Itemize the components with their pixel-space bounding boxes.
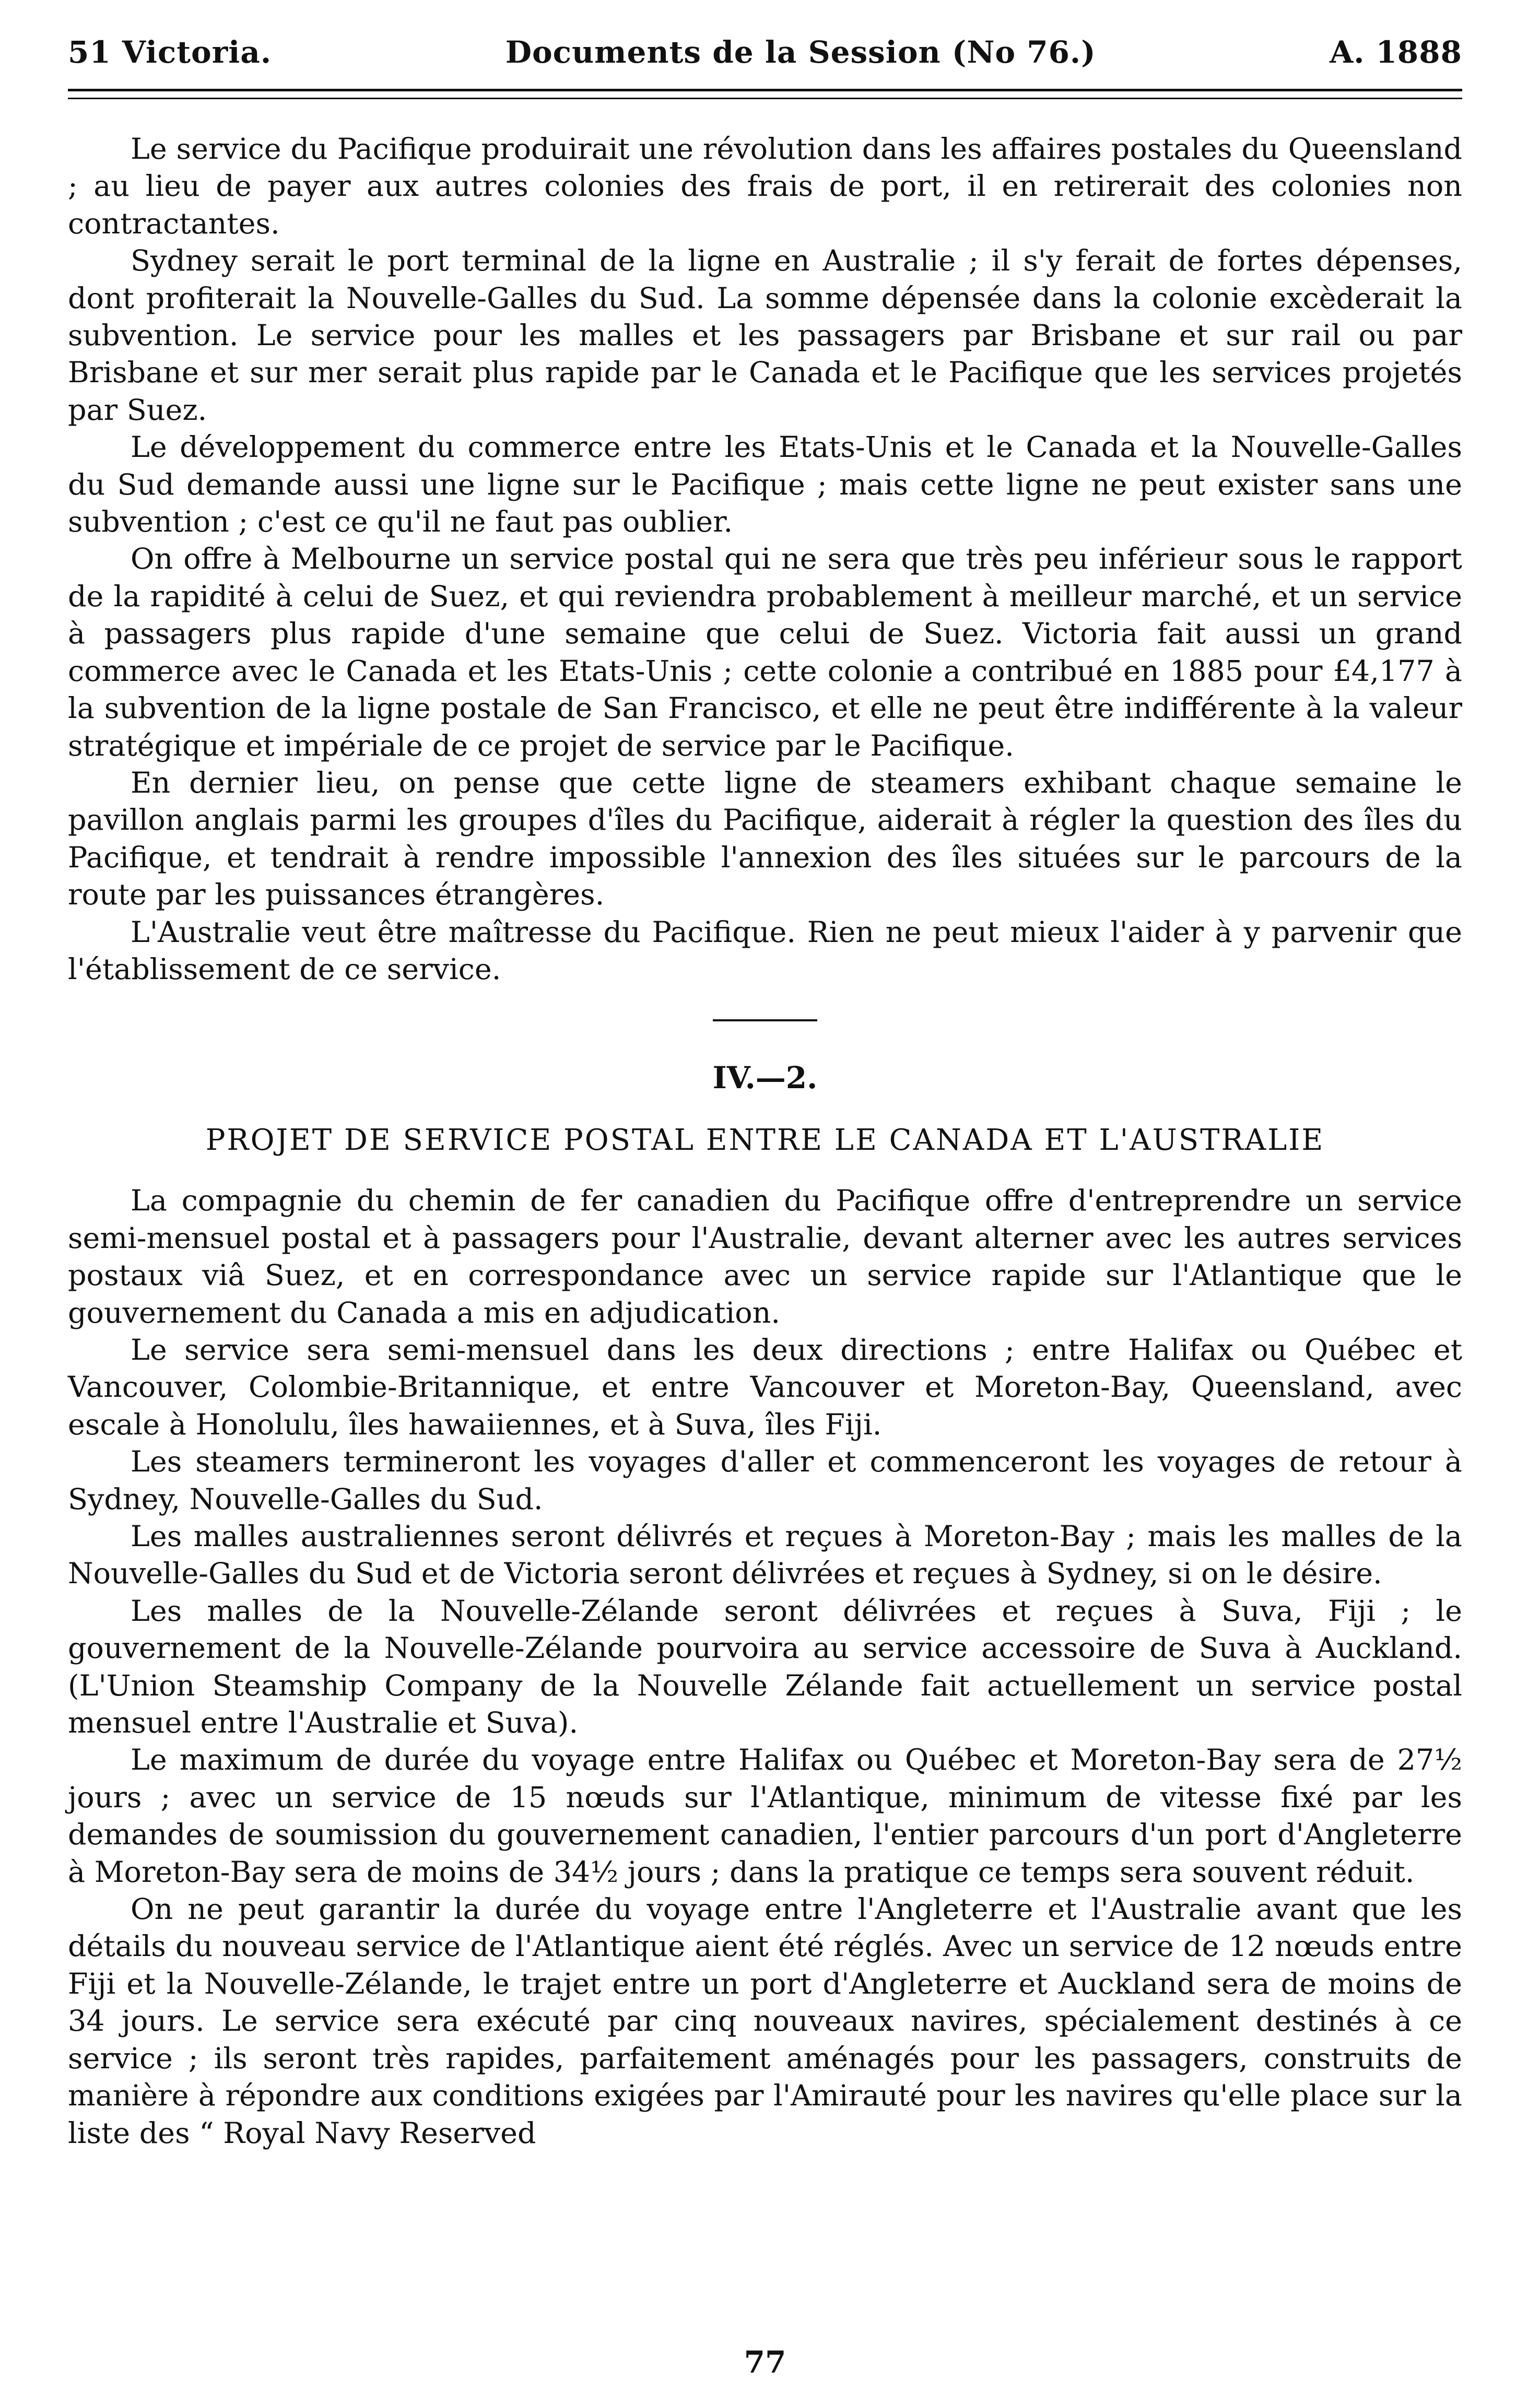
section-divider (713, 1019, 817, 1021)
body-section-b (68, 1182, 1462, 2152)
paragraph: Le service du Pacifique produirait une révolution dans les affaires postales du Queensland ; au lieu de payer aux autres colonies des frais de port, il en retirerait des colonies non contractantes. (68, 132, 1462, 241)
paragraph: Les malles de la Nouvelle-Zélande seront délivrées et reçues à Suva, Fiji ; le gouvernement de la Nouvelle-Zélande pourvoira au service accessoire de Suva à Auckland. (L'Union Steamship Company de la Nouvelle Zélande fait actuellement un service postal mensuel entre l'Australie et Suva). (68, 1594, 1462, 1740)
paragraph: L'Australie veut être maîtresse du Pacifique. Rien ne peut mieux l'aider à y parvenir que l'établissement de ce service. (68, 915, 1462, 986)
body-section-a (68, 131, 1462, 988)
page-number: 77 (744, 2345, 786, 2380)
header-volume: 51 Victoria. (68, 34, 272, 70)
header-rule (68, 89, 1462, 99)
section-number: IV.—2. (712, 1060, 818, 1096)
section-title: PROJET DE SERVICE POSTAL ENTRE LE CANADA ET L'AUSTRALIE (205, 1123, 1325, 1158)
paragraph: Le maximum de durée du voyage entre Halifax ou Québec et Moreton-Bay sera de 27½ jours ; avec un service de 15 nœuds sur l'Atlantique, minimum de vitesse fixé par les demandes de soumission du gouvernement canadien, l'entier parcours d'un port d'Angleterre à Moreton-Bay sera de moins de 34½ jours ; dans la pratique ce temps sera souvent réduit. (68, 1743, 1462, 1889)
paragraph: En dernier lieu, on pense que cette ligne de steamers exhibant chaque semaine le pavillon anglais parmi les groupes d'îles du Pacifique, aiderait à régler la question des îles du Pacifique, et tendrait à rendre impossible l'annexion des îles situées sur le parcours de la route par les puissances étrangères. (68, 765, 1462, 912)
paragraph: Le service sera semi-mensuel dans les deux directions ; entre Halifax ou Québec et Vancouver, Colombie-Britannique, et entre Vancouver et Moreton-Bay, Queensland, avec escale à Honolulu, îles hawaiiennes, et à Suva, îles Fiji. (68, 1333, 1462, 1442)
page (68, 31, 1462, 2380)
running-header (68, 31, 1462, 73)
paragraph: Les malles australiennes seront délivrés et reçues à Moreton-Bay ; mais les malles de la Nouvelle-Galles du Sud et de Victoria seront délivrées et reçues à Sydney, si on le désire. (68, 1520, 1462, 1591)
paragraph: Les steamers termineront les voyages d'aller et commenceront les voyages de retour à Sydney, Nouvelle-Galles du Sud. (68, 1445, 1462, 1516)
paragraph: Le développement du commerce entre les Etats-Unis et le Canada et la Nouvelle-Galles du Sud demande aussi une ligne sur le Pacifique ; mais cette ligne ne peut exister sans une subvention ; c'est ce qu'il ne faut pas oublier. (68, 430, 1462, 539)
header-title: Documents de la Session (No 76.) (505, 34, 1096, 70)
paragraph: Sydney serait le port terminal de la ligne en Australie ; il s'y ferait de fortes dépenses, dont profiterait la Nouvelle-Galles du Sud. La somme dépensée dans la colonie excèderait la subvention. Le service pour les malles et les passagers par Brisbane et sur rail ou par Brisbane et sur mer serait plus rapide par le Canada et le Pacifique que les services projetés par Suez. (68, 244, 1462, 427)
paragraph: La compagnie du chemin de fer canadien du Pacifique offre d'entreprendre un service semi-mensuel postal et à passagers pour l'Australie, devant alterner avec les autres services postaux viâ Suez, et en correspondance avec un service rapide sur l'Atlantique que le gouvernement du Canada a mis en adjudication. (68, 1184, 1462, 1330)
paragraph: On ne peut garantir la durée du voyage entre l'Angleterre et l'Australie avant que les détails du nouveau service de l'Atlantique aient été réglés. Avec un service de 12 nœuds entre Fiji et la Nouvelle-Zélande, le trajet entre un port d'Angleterre et Auckland sera de moins de 34 jours. Le service sera exécuté par cinq nouveaux navires, spécialement destinés à ce service ; ils seront très rapides, parfaitement aménagés pour les passagers, construits de manière à répondre aux conditions exigées par l'Amirauté pour les navires qu'elle place sur la liste des “ Royal Navy Reserved (68, 1892, 1462, 2150)
paragraph: On offre à Melbourne un service postal qui ne sera que très peu inférieur sous le rapport de la rapidité à celui de Suez, et qui reviendra probablement à meilleur marché, et un service à passagers plus rapide d'une semaine que celui de Suez. Victoria fait aussi un grand commerce avec le Canada et les Etats-Unis ; cette colonie a contribué en 1885 pour £4,177 à la subvention de la ligne postale de San Francisco, et elle ne peut être indifférente à la valeur stratégique et impériale de ce projet de service par le Pacifique. (68, 542, 1462, 763)
header-year: A. 1888 (1330, 34, 1462, 70)
